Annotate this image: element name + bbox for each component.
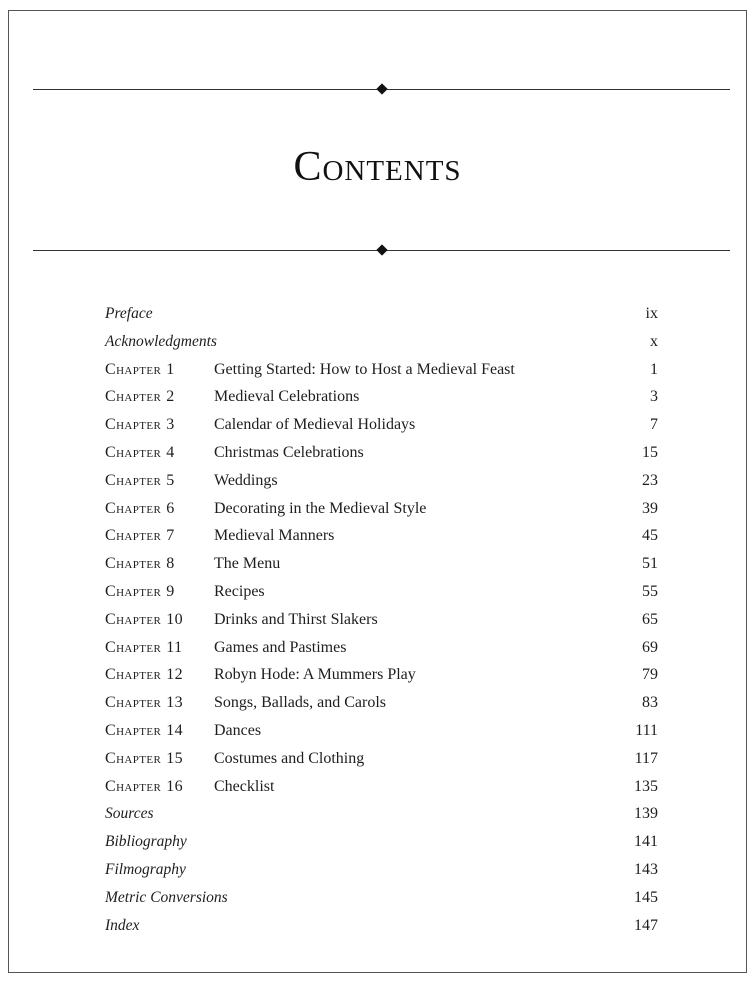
chapter-word: Chapter [105,360,162,378]
entry-label: Sources [105,805,154,823]
bottom-ornamental-rule [33,250,730,251]
chapter-title: Drinks and Thirst Slakers [214,610,378,628]
chapter-number: 13 [166,694,184,712]
table-of-contents [105,300,658,939]
entry-page-number: 7 [650,416,658,434]
chapter-number: 16 [166,777,184,795]
toc-entry-chapter[interactable] [105,550,658,578]
chapter-label [105,578,175,606]
chapter-title: Getting Started: How to Host a Medieval Feast [214,360,515,378]
chapter-title: Games and Pastimes [214,638,347,656]
chapter-label [105,467,175,495]
entry-page-number: 23 [642,471,658,489]
toc-entry-chapter[interactable] [105,439,658,467]
toc-entry-chapter[interactable] [105,606,658,634]
chapter-number: 8 [166,555,175,573]
entry-label: Index [105,916,140,934]
chapter-title: Calendar of Medieval Holidays [214,416,416,434]
entry-page-number: 3 [650,388,658,406]
toc-entry-chapter[interactable] [105,522,658,550]
entry-page-number: 79 [642,666,658,684]
chapter-word: Chapter [105,666,162,684]
entry-page-number: 65 [642,610,658,628]
chapter-word: Chapter [105,721,162,739]
toc-entry-chapter[interactable] [105,773,658,801]
chapter-label [105,495,175,523]
entry-page-number: 55 [642,582,658,600]
chapter-word: Chapter [105,443,162,461]
chapter-title: The Menu [214,555,281,573]
chapter-word: Chapter [105,777,162,795]
toc-entry-chapter[interactable] [105,689,658,717]
entry-page-number: 69 [642,638,658,656]
toc-entry-back-matter[interactable] [105,828,658,856]
chapter-number: 4 [166,443,175,461]
entry-page-number: 111 [635,721,658,739]
entry-page-number: 117 [634,749,658,767]
chapter-label [105,773,183,801]
entry-page-number: 145 [634,888,658,906]
chapter-title: Checklist [214,777,275,795]
toc-entry-front-matter[interactable] [105,328,658,356]
chapter-word: Chapter [105,527,162,545]
chapter-label [105,717,183,745]
chapter-word: Chapter [105,610,162,628]
chapter-label [105,356,175,384]
entry-label: Filmography [105,860,186,878]
chapter-title: Robyn Hode: A Mummers Play [214,666,416,684]
chapter-word: Chapter [105,555,162,573]
chapter-number: 6 [166,499,175,517]
chapter-label [105,522,175,550]
chapter-title: Recipes [214,582,265,600]
chapter-label [105,661,183,689]
entry-label: Preface [105,305,153,322]
chapter-word: Chapter [105,388,162,406]
chapter-title: Songs, Ballads, and Carols [214,694,386,712]
toc-entry-back-matter[interactable] [105,884,658,912]
top-ornamental-rule [33,89,730,90]
page-title: Contents [293,144,462,190]
toc-entry-chapter[interactable] [105,717,658,745]
entry-page-number: 39 [642,499,658,517]
chapter-word: Chapter [105,749,162,767]
chapter-title: Dances [214,721,262,739]
entry-page-number: ix [645,305,658,322]
diamond-ornament-icon [376,83,387,94]
chapter-title: Medieval Celebrations [214,388,360,406]
chapter-word: Chapter [105,471,162,489]
entry-page-number: 135 [634,777,658,795]
chapter-number: 7 [166,527,175,545]
chapter-number: 10 [166,610,184,628]
chapter-word: Chapter [105,694,162,712]
chapter-number: 2 [166,388,175,406]
entry-page-number: 141 [634,833,658,851]
chapter-label [105,634,182,662]
toc-entry-chapter[interactable] [105,661,658,689]
entry-page-number: 15 [642,443,658,461]
chapter-word: Chapter [105,582,162,600]
chapter-title: Costumes and Clothing [214,749,365,767]
chapter-label [105,606,183,634]
chapter-word: Chapter [105,638,162,656]
entry-page-number: 147 [634,916,658,934]
toc-entry-back-matter[interactable] [105,912,658,940]
chapter-title: Decorating in the Medieval Style [214,499,427,517]
entry-page-number: 45 [642,527,658,545]
chapter-number: 11 [166,638,183,656]
entry-label: Metric Conversions [105,888,228,906]
toc-entry-chapter[interactable] [105,578,658,606]
toc-entry-chapter[interactable] [105,745,658,773]
chapter-label [105,439,175,467]
chapter-word: Chapter [105,499,162,517]
entry-label: Acknowledgments [105,332,217,350]
chapter-number: 9 [166,582,175,600]
chapter-title: Medieval Manners [214,527,335,545]
entry-page-number: 1 [650,360,658,378]
chapter-label [105,745,183,773]
entry-page-number: 51 [642,555,658,573]
chapter-number: 15 [166,749,184,767]
chapter-label [105,383,175,411]
chapter-label [105,411,175,439]
chapter-title: Weddings [214,471,278,489]
entry-page-number: x [650,332,658,350]
toc-entry-front-matter[interactable] [105,300,658,328]
contents-page [8,10,747,973]
chapter-number: 5 [166,471,175,489]
entry-page-number: 143 [634,860,658,878]
toc-entry-chapter[interactable] [105,467,658,495]
entry-label: Bibliography [105,833,187,851]
chapter-label [105,689,183,717]
entry-page-number: 139 [634,805,658,823]
chapter-label [105,550,175,578]
chapter-number: 3 [166,416,175,434]
chapter-number: 12 [166,666,184,684]
entry-page-number: 83 [642,694,658,712]
chapter-number: 14 [166,721,184,739]
toc-entry-back-matter[interactable] [105,800,658,828]
chapter-number: 1 [166,360,175,378]
chapter-word: Chapter [105,416,162,434]
toc-entry-chapter[interactable] [105,383,658,411]
toc-entry-chapter[interactable] [105,634,658,662]
diamond-ornament-icon [376,244,387,255]
toc-entry-chapter[interactable] [105,411,658,439]
chapter-title: Christmas Celebrations [214,443,364,461]
toc-entry-chapter[interactable] [105,495,658,523]
toc-entry-back-matter[interactable] [105,856,658,884]
toc-entry-chapter[interactable] [105,356,658,384]
